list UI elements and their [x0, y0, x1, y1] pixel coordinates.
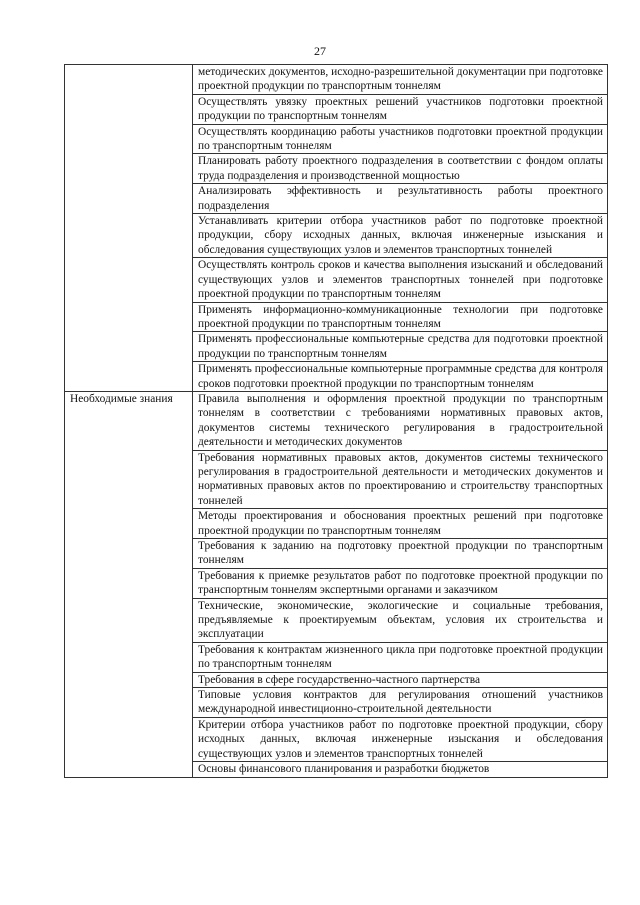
table-cell: [193, 65, 608, 95]
section-label: [65, 65, 193, 392]
cell-text: Осуществлять контроль сроков и качества выполнения изысканий и обследований существующих узлов и элементов транспортных тоннелей при подготовке проектной продукции по транспортным тоннелям: [198, 259, 603, 301]
table-cell: [193, 124, 608, 154]
table-cell: [193, 539, 608, 569]
cell-text: Методы проектирования и обоснования проектных решений при подготовке проектной продукции по транспортным тоннелям: [198, 510, 603, 537]
table-row: [65, 65, 608, 95]
table-cell: [193, 642, 608, 672]
cell-text: Требования к приемке результатов работ по подготовке проектной продукции по транспортным тоннелям экспертными органами и заказчиком: [198, 569, 603, 597]
table-cell: [193, 214, 608, 258]
table-cell: [193, 672, 608, 687]
table-cell: [193, 568, 608, 598]
cell-text: Требования в сфере государственно-частного партнерства: [198, 673, 481, 686]
table-cell: [193, 94, 608, 124]
table-cell: [193, 450, 608, 509]
cell-text: Критерии отбора участников работ по подготовке проектной продукции, сбору исходных данных, включая инженерные изыскания и обследования существующих узлов и элементов транспортных тоннелей: [198, 718, 603, 760]
cell-text: Требования к заданию на подготовку проектной продукции по транспортным тоннелям: [198, 540, 603, 567]
cell-text: Основы финансового планирования и разработки бюджетов: [198, 763, 490, 776]
page-number: 27: [314, 44, 326, 58]
table-cell: [193, 717, 608, 761]
table-cell: [193, 184, 608, 214]
cell-text: Применять профессиональные компьютерные программные средства для контроля сроков подготовки проектной продукции по транспортным тоннелям: [198, 363, 603, 390]
cell-text: Устанавливать критерии отбора участников работ по подготовке проектной продукции, сбору исходных данных, включая инженерные изыскания и обследования существующих узлов и элементов транспортных тоннелей: [198, 215, 603, 256]
table-cell: [193, 688, 608, 718]
cell-text: Осуществлять увязку проектных решений участников подготовки проектной продукции по транспортным тоннелям: [198, 95, 603, 123]
cell-text: Применять информационно-коммуникационные технологии при подготовке проектной продукции по транспортным тоннелям: [198, 303, 603, 330]
table-cell: [193, 258, 608, 302]
cell-text: методических документов, исходно-разрешительной документации при подготовке проектной продукции по транспортным тоннелям: [198, 66, 603, 93]
cell-text: Осуществлять координацию работы участников подготовки проектной продукции по транспортным тоннелям: [198, 125, 603, 153]
table-cell: [193, 391, 608, 450]
cell-text: Планировать работу проектного подразделения в соответствии с фондом оплаты труда подразделения и производственной мощностью: [198, 155, 603, 182]
table-cell: [193, 509, 608, 539]
cell-text: Требования нормативных правовых актов, документов системы технического регулирования в градостроительной деятельности и методических документов и нормативных правовых актов по проектированию и строительству транспортных тоннелей: [198, 451, 603, 507]
cell-text: Требования к контрактам жизненного цикла при подготовке проектной продукции по транспортным тоннелям: [198, 643, 603, 671]
competency-table: [64, 64, 608, 778]
section-label: Необходимые знания: [65, 391, 193, 777]
table-cell: [193, 302, 608, 332]
table-row: [65, 391, 608, 450]
cell-text: Технические, экономические, экологические и социальные требования, предъявляемые к проектируемым объектам, условия их строительства и эксплуатации: [198, 599, 603, 641]
cell-text: Типовые условия контрактов для регулирования отношений участников международной инвестиционно-строительной деятельности: [198, 689, 603, 716]
table-cell: [193, 762, 608, 777]
cell-text: Применять профессиональные компьютерные средства для подготовки проектной продукции по транспортным тоннелям: [198, 333, 603, 360]
table-cell: [193, 598, 608, 642]
table-cell: [193, 154, 608, 184]
cell-text: Правила выполнения и оформления проектной продукции по транспортным тоннелям в соответствии с требованиями нормативных правовых актов, документов системы технического регулирования в градостроительной деятельности и методических документов: [198, 392, 603, 449]
table-cell: [193, 362, 608, 392]
table-cell: [193, 332, 608, 362]
cell-text: Анализировать эффективность и результативность работы проектного подразделения: [198, 185, 603, 212]
